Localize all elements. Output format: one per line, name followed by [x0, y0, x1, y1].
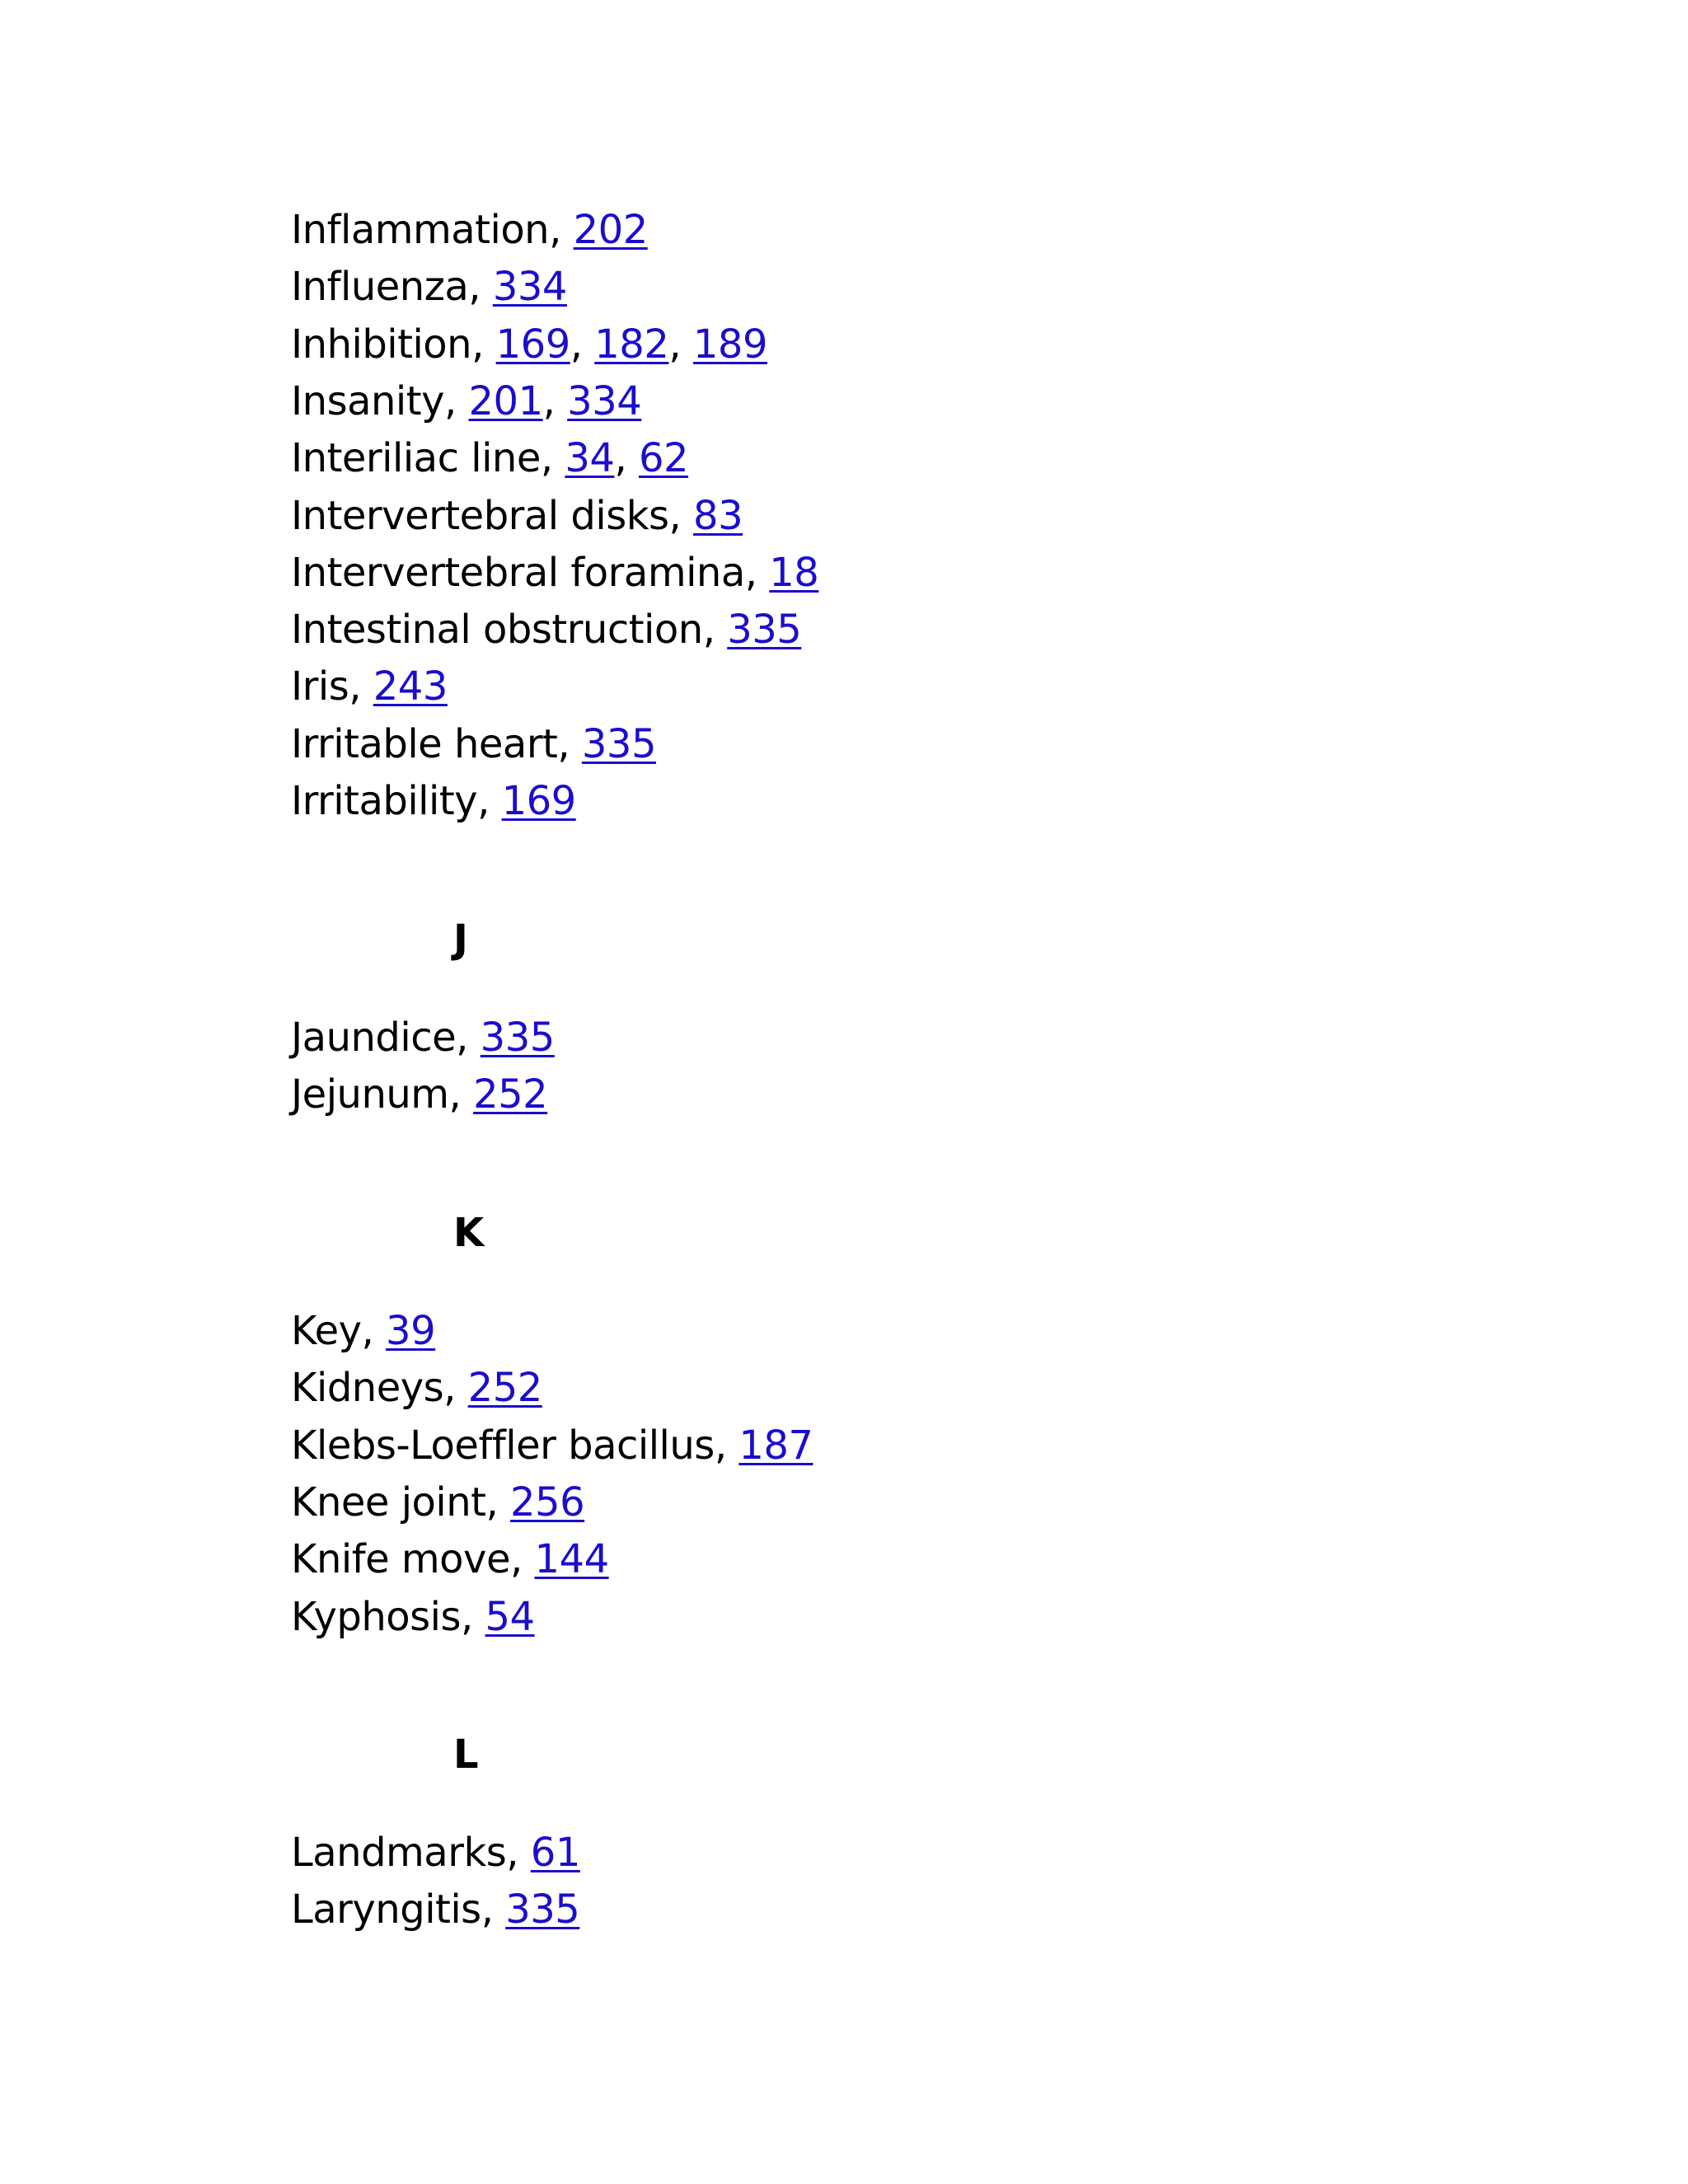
index-term: Inflammation: [291, 207, 550, 253]
index-entry-irritable-heart: [291, 715, 656, 773]
index-entry-knife-move: [291, 1530, 609, 1588]
separator: ,: [614, 435, 639, 482]
page-link[interactable]: 334: [492, 264, 567, 311]
page-link[interactable]: 334: [567, 377, 642, 424]
index-entry-irritability: [291, 772, 576, 830]
separator: ,: [557, 720, 582, 767]
index-term: Irritability: [291, 778, 478, 824]
index-entry-influenza: [291, 258, 567, 316]
separator: ,: [477, 778, 502, 824]
index-term: Inhibition: [291, 321, 472, 368]
page-link[interactable]: 202: [573, 207, 648, 253]
separator: ,: [468, 264, 493, 311]
separator: ,: [549, 207, 574, 253]
page-link[interactable]: 335: [581, 720, 657, 767]
index-term: Landmarks: [291, 1830, 507, 1876]
page-link[interactable]: 169: [501, 778, 576, 824]
index-entry-intervertebral-foramina: [291, 544, 818, 602]
index-entry-klebs-loeffler-bacillus: [291, 1417, 813, 1474]
separator: ,: [714, 1422, 739, 1469]
index-term: Knife move: [291, 1536, 510, 1583]
index-entry-laryngitis: [291, 1881, 579, 1938]
page-link[interactable]: 83: [693, 492, 743, 539]
index-entry-insanity: [291, 373, 641, 430]
separator: ,: [668, 321, 693, 368]
index-entry-landmarks: [291, 1824, 580, 1882]
separator: ,: [485, 1479, 511, 1526]
index-term: Iris: [291, 663, 349, 710]
page-link[interactable]: 243: [373, 663, 448, 710]
index-term: Irritable heart: [291, 720, 558, 767]
separator: ,: [702, 607, 728, 654]
separator: ,: [540, 435, 565, 482]
index-entry-inhibition: [291, 316, 767, 373]
page-link[interactable]: 335: [727, 607, 802, 654]
index-term: Influenza: [291, 264, 469, 311]
index-term: Knee joint: [291, 1479, 486, 1526]
index-entry-intestinal-obstruction: [291, 601, 801, 658]
separator: ,: [481, 1886, 506, 1933]
index-entry-jaundice: [291, 1009, 555, 1066]
index-entry-interiliac-line: [291, 429, 688, 487]
index-entry-kidneys: [291, 1359, 542, 1417]
index-term: Intervertebral foramina: [291, 549, 745, 596]
index-entry-knee-joint: [291, 1474, 584, 1531]
section-letter-j: J: [453, 916, 468, 963]
page-link[interactable]: 335: [505, 1886, 580, 1933]
separator: ,: [443, 1365, 468, 1412]
index-entry-kyphosis: [291, 1588, 535, 1646]
index-term: Intestinal obstruction: [291, 607, 703, 654]
index-term: Jejunum: [291, 1071, 449, 1118]
separator: ,: [361, 1308, 387, 1354]
index-entry-intervertebral-disks: [291, 487, 743, 545]
page-link[interactable]: 144: [534, 1536, 609, 1583]
page-link[interactable]: 256: [510, 1479, 585, 1526]
index-entry-jejunum: [291, 1066, 547, 1123]
index-term: Kyphosis: [291, 1593, 461, 1640]
index-term: Jaundice: [291, 1015, 457, 1061]
index-term: Insanity: [291, 377, 444, 424]
index-term: Intervertebral disks: [291, 492, 669, 539]
separator: ,: [506, 1830, 531, 1876]
index-entry-inflammation: [291, 201, 648, 259]
page-link[interactable]: 201: [468, 377, 543, 424]
separator: ,: [456, 1015, 481, 1061]
separator: ,: [509, 1536, 535, 1583]
page-link[interactable]: 61: [530, 1830, 580, 1876]
index-term: Kidneys: [291, 1365, 444, 1412]
separator: ,: [443, 377, 469, 424]
separator: ,: [448, 1071, 474, 1118]
section-letter-l: L: [453, 1732, 479, 1778]
index-term: Klebs-Loeffler bacillus: [291, 1422, 715, 1469]
index-entry-key: [291, 1302, 435, 1360]
section-letter-k: K: [453, 1210, 485, 1256]
separator: ,: [471, 321, 496, 368]
page-link[interactable]: 189: [692, 321, 768, 368]
separator: ,: [542, 377, 568, 424]
page-link[interactable]: 335: [480, 1015, 555, 1061]
page-link[interactable]: 252: [467, 1365, 542, 1412]
index-term: Laryngitis: [291, 1886, 481, 1933]
page-link[interactable]: 18: [769, 549, 819, 596]
page-link[interactable]: 34: [565, 435, 615, 482]
separator: ,: [744, 549, 770, 596]
index-entry-iris: [291, 658, 448, 715]
page-link[interactable]: 62: [638, 435, 689, 482]
page-link[interactable]: 187: [738, 1422, 814, 1469]
page-link[interactable]: 182: [594, 321, 669, 368]
separator: ,: [668, 492, 694, 539]
separator: ,: [570, 321, 595, 368]
page-link[interactable]: 54: [485, 1593, 535, 1640]
separator: ,: [461, 1593, 485, 1640]
page-link[interactable]: 169: [495, 321, 570, 368]
page-link[interactable]: 39: [386, 1308, 436, 1354]
separator: ,: [349, 663, 373, 710]
index-term: Key: [291, 1308, 362, 1354]
index-term: Interiliac line: [291, 435, 541, 482]
page-link[interactable]: 252: [473, 1071, 548, 1118]
